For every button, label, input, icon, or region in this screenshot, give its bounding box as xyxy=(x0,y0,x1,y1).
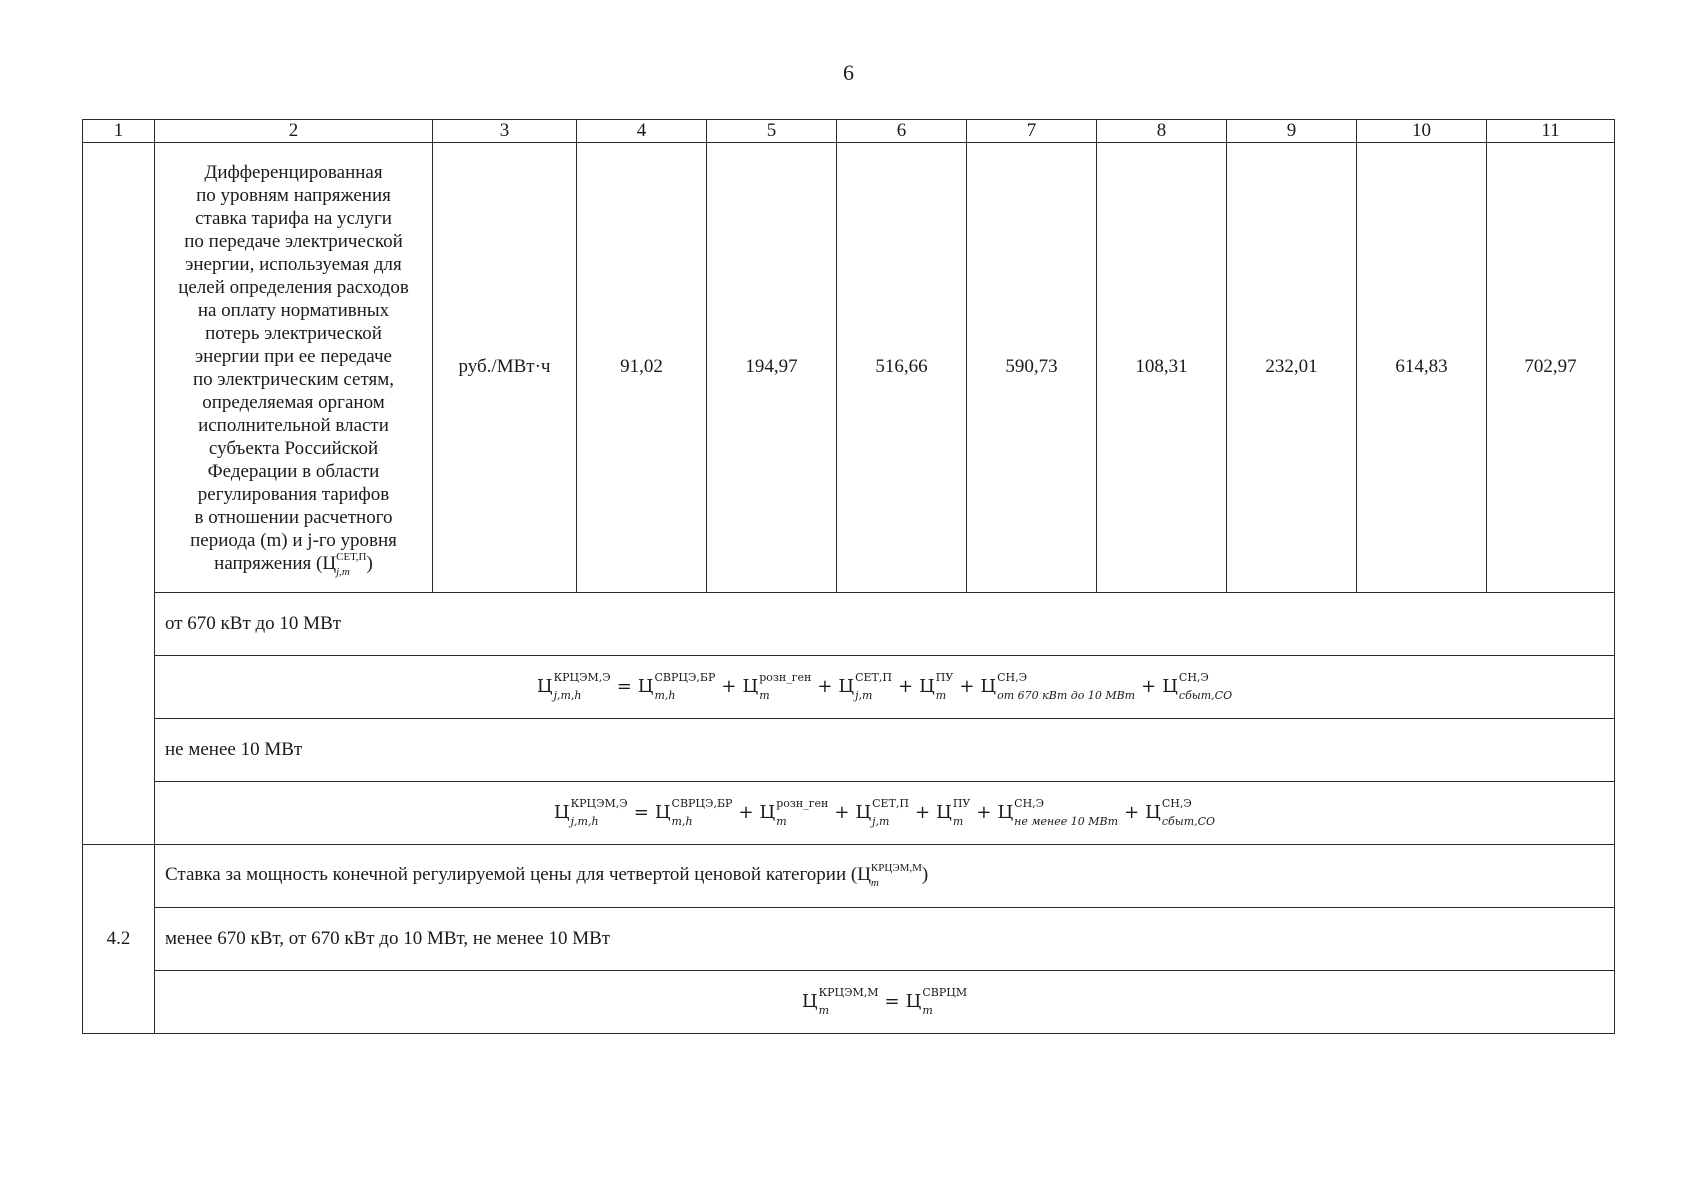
description-line: в отношении расчетного xyxy=(194,507,393,528)
term-base: Ц xyxy=(553,801,570,823)
symbol-base: Ц xyxy=(857,864,871,886)
value-cell: 590,73 xyxy=(967,143,1097,593)
term-sup: СВРЦМ xyxy=(922,985,968,999)
term-sub: j,m xyxy=(872,814,890,828)
column-header: 7 xyxy=(967,120,1097,143)
formula xyxy=(536,670,1233,702)
term-sup: СЕТ,П xyxy=(855,670,892,684)
value-cell: 702,97 xyxy=(1487,143,1615,593)
term-base: Ц xyxy=(1162,675,1178,697)
column-number-row xyxy=(83,120,1615,143)
term-base: Ц xyxy=(536,675,553,697)
column-header: 11 xyxy=(1487,120,1615,143)
value-cell: 614,83 xyxy=(1357,143,1487,593)
term-sup: СН,Э xyxy=(997,670,1028,684)
term-sup: КРЦЭМ,М xyxy=(818,985,879,999)
description-line: периода (m) и j-го уровня xyxy=(190,530,397,551)
formula-term xyxy=(997,796,1119,828)
term-indices xyxy=(1014,796,1119,828)
formula-term xyxy=(536,670,611,702)
term-indices xyxy=(1178,670,1233,702)
term-base: Ц xyxy=(919,675,935,697)
description-line: по передаче электрической xyxy=(184,231,403,252)
description-close: ) xyxy=(366,553,373,574)
description-line: определяемая органом xyxy=(202,392,385,413)
term-sub: от 670 кВт до 10 МВт xyxy=(997,688,1136,702)
symbol-sub: j,m xyxy=(336,565,350,578)
term-indices xyxy=(776,796,829,828)
column-header: 3 xyxy=(433,120,577,143)
column-header: 8 xyxy=(1097,120,1227,143)
term-sup: ПУ xyxy=(952,796,971,810)
formula-term xyxy=(742,670,812,702)
term-indices xyxy=(654,670,716,702)
row-number-cell xyxy=(83,143,155,845)
description-line: Дифференцированная xyxy=(204,162,383,183)
term-sup: СВРЦЭ,БР xyxy=(671,796,733,810)
column-header: 6 xyxy=(837,120,967,143)
description-line: Федерации в области xyxy=(207,461,380,482)
description-line: по уровням напряжения xyxy=(196,185,391,206)
range-label: не менее 10 МВт xyxy=(155,718,1615,781)
range-label: от 670 кВт до 10 МВт xyxy=(155,592,1615,655)
formula-cell xyxy=(155,655,1615,718)
term-base: Ц xyxy=(1145,801,1161,823)
term-sup: СЕТ,П xyxy=(872,796,910,810)
term-base: Ц xyxy=(997,801,1014,823)
symbol-sup: КРЦЭМ,М xyxy=(870,861,922,874)
formula-row xyxy=(83,655,1615,718)
column-header: 5 xyxy=(707,120,837,143)
formula-operator: + xyxy=(834,801,850,823)
term-indices xyxy=(872,796,910,828)
term-indices xyxy=(1161,796,1216,828)
row-number-cell: 4.2 xyxy=(83,844,155,1033)
term-sup: СВРЦЭ,БР xyxy=(654,670,716,684)
formula-operator: + xyxy=(721,675,737,697)
term-sub: j,m xyxy=(855,688,873,702)
description-line: субъекта Российской xyxy=(208,438,379,459)
formula-term xyxy=(801,985,879,1017)
tariff-rate-row xyxy=(83,143,1615,593)
capacity-rate-title-row xyxy=(83,844,1615,907)
formula-term xyxy=(905,985,968,1017)
formula xyxy=(801,985,968,1017)
term-base: Ц xyxy=(838,675,855,697)
value-cell: 232,01 xyxy=(1227,143,1357,593)
term-sup: КРЦЭМ,Э xyxy=(553,670,611,684)
title-close: ) xyxy=(921,864,929,886)
column-header: 10 xyxy=(1357,120,1487,143)
range-label-row xyxy=(83,592,1615,655)
formula-term xyxy=(838,670,892,702)
column-header: 4 xyxy=(577,120,707,143)
term-indices xyxy=(759,670,812,702)
term-base: Ц xyxy=(742,675,759,697)
description-line: исполнительной власти xyxy=(198,415,389,436)
formula-term xyxy=(936,796,971,828)
term-sub: m xyxy=(935,688,947,702)
term-sub: m xyxy=(759,688,770,702)
formula-term xyxy=(759,796,829,828)
formula xyxy=(553,796,1216,828)
formula-term xyxy=(919,670,954,702)
term-base: Ц xyxy=(801,990,818,1012)
term-indices xyxy=(570,796,628,828)
range-label: менее 670 кВт, от 670 кВт до 10 МВт, не менее 10 МВт xyxy=(155,907,1615,970)
term-base: Ц xyxy=(759,801,776,823)
description-symbol xyxy=(336,550,367,578)
range-label-row xyxy=(83,718,1615,781)
description-line: целей определения расходов xyxy=(178,277,409,298)
description-line: на оплату нормативных xyxy=(197,300,390,321)
capacity-rate-title xyxy=(155,844,1615,907)
term-sub: m xyxy=(818,1003,830,1017)
formula-term xyxy=(553,796,628,828)
term-base: Ц xyxy=(637,675,654,697)
term-indices xyxy=(922,985,968,1017)
term-sup: розн_ген xyxy=(759,670,812,684)
column-header: 9 xyxy=(1227,120,1357,143)
term-base: Ц xyxy=(855,801,872,823)
formula-operator: = xyxy=(616,675,632,697)
formula-term xyxy=(1162,670,1233,702)
term-sub: m,h xyxy=(654,688,676,702)
term-indices xyxy=(553,670,611,702)
symbol-base: Ц xyxy=(322,553,337,574)
term-sub: j,m,h xyxy=(553,688,582,702)
value-cell: 108,31 xyxy=(1097,143,1227,593)
term-base: Ц xyxy=(980,675,997,697)
formula-row xyxy=(83,781,1615,844)
term-base: Ц xyxy=(905,990,922,1012)
range-label-row xyxy=(83,907,1615,970)
value-cell: 91,02 xyxy=(577,143,707,593)
term-base: Ц xyxy=(936,801,952,823)
formula-operator: + xyxy=(959,675,975,697)
term-sup: розн_ген xyxy=(776,796,829,810)
description-text xyxy=(161,161,426,552)
term-indices xyxy=(671,796,733,828)
formula-term xyxy=(980,670,1136,702)
formula-operator: + xyxy=(1124,801,1140,823)
formula-operator: = xyxy=(884,990,900,1012)
formula-operator: = xyxy=(633,801,649,823)
description-last-line xyxy=(161,552,426,576)
term-sub: m xyxy=(922,1003,933,1017)
term-sup: ПУ xyxy=(935,670,954,684)
formula-cell xyxy=(155,781,1615,844)
term-indices xyxy=(855,670,892,702)
term-sub: j,m,h xyxy=(570,814,599,828)
symbol-sup: СЕТ,П xyxy=(336,550,367,563)
formula-term xyxy=(855,796,910,828)
column-header: 1 xyxy=(83,120,155,143)
term-base: Ц xyxy=(654,801,671,823)
term-indices xyxy=(818,985,879,1017)
formula-term xyxy=(1145,796,1216,828)
tariff-table xyxy=(82,119,1615,1034)
formula-cell xyxy=(155,970,1615,1033)
unit-cell: руб./МВт·ч xyxy=(433,143,577,593)
symbol-sub: m xyxy=(870,876,879,889)
term-indices xyxy=(952,796,971,828)
description-line: энергии, используемая для xyxy=(185,254,402,275)
formula-operator: + xyxy=(738,801,754,823)
formula-operator: + xyxy=(897,675,914,697)
description-line: энергии при ее передаче xyxy=(195,346,392,367)
description-line: регулирования тарифов xyxy=(197,484,390,505)
term-sub: не менее 10 МВт xyxy=(1014,814,1119,828)
page-number: 6 xyxy=(843,60,854,85)
column-header: 2 xyxy=(155,120,433,143)
term-sub: m xyxy=(776,814,787,828)
term-sub: сбыт,СО xyxy=(1161,814,1216,828)
formula-term xyxy=(637,670,716,702)
term-sub: m,h xyxy=(671,814,693,828)
formula-operator: + xyxy=(915,801,931,823)
term-sup: КРЦЭМ,Э xyxy=(570,796,628,810)
title-symbol xyxy=(870,861,922,889)
term-sup: СН,Э xyxy=(1178,670,1209,684)
formula-operator: + xyxy=(976,801,992,823)
description-line: потерь электрической xyxy=(205,323,382,344)
formula-row xyxy=(83,970,1615,1033)
term-sup: СН,Э xyxy=(1014,796,1045,810)
formula-operator: + xyxy=(817,675,833,697)
term-sub: сбыт,СО xyxy=(1178,688,1233,702)
title-text: Ставка за мощность конечной регулируемой цены для четвертой ценовой категории ( xyxy=(165,864,858,886)
term-indices xyxy=(935,670,954,702)
rate-description xyxy=(155,143,433,593)
term-sub: m xyxy=(952,814,964,828)
description-line: ставка тарифа на услуги xyxy=(195,208,392,229)
value-cell: 516,66 xyxy=(837,143,967,593)
term-indices xyxy=(997,670,1136,702)
value-cell: 194,97 xyxy=(707,143,837,593)
formula-term xyxy=(654,796,733,828)
term-sup: СН,Э xyxy=(1161,796,1192,810)
formula-operator: + xyxy=(1141,675,1157,697)
description-line: по электрическим сетям, xyxy=(192,369,395,390)
description-last-text: напряжения ( xyxy=(214,553,323,574)
